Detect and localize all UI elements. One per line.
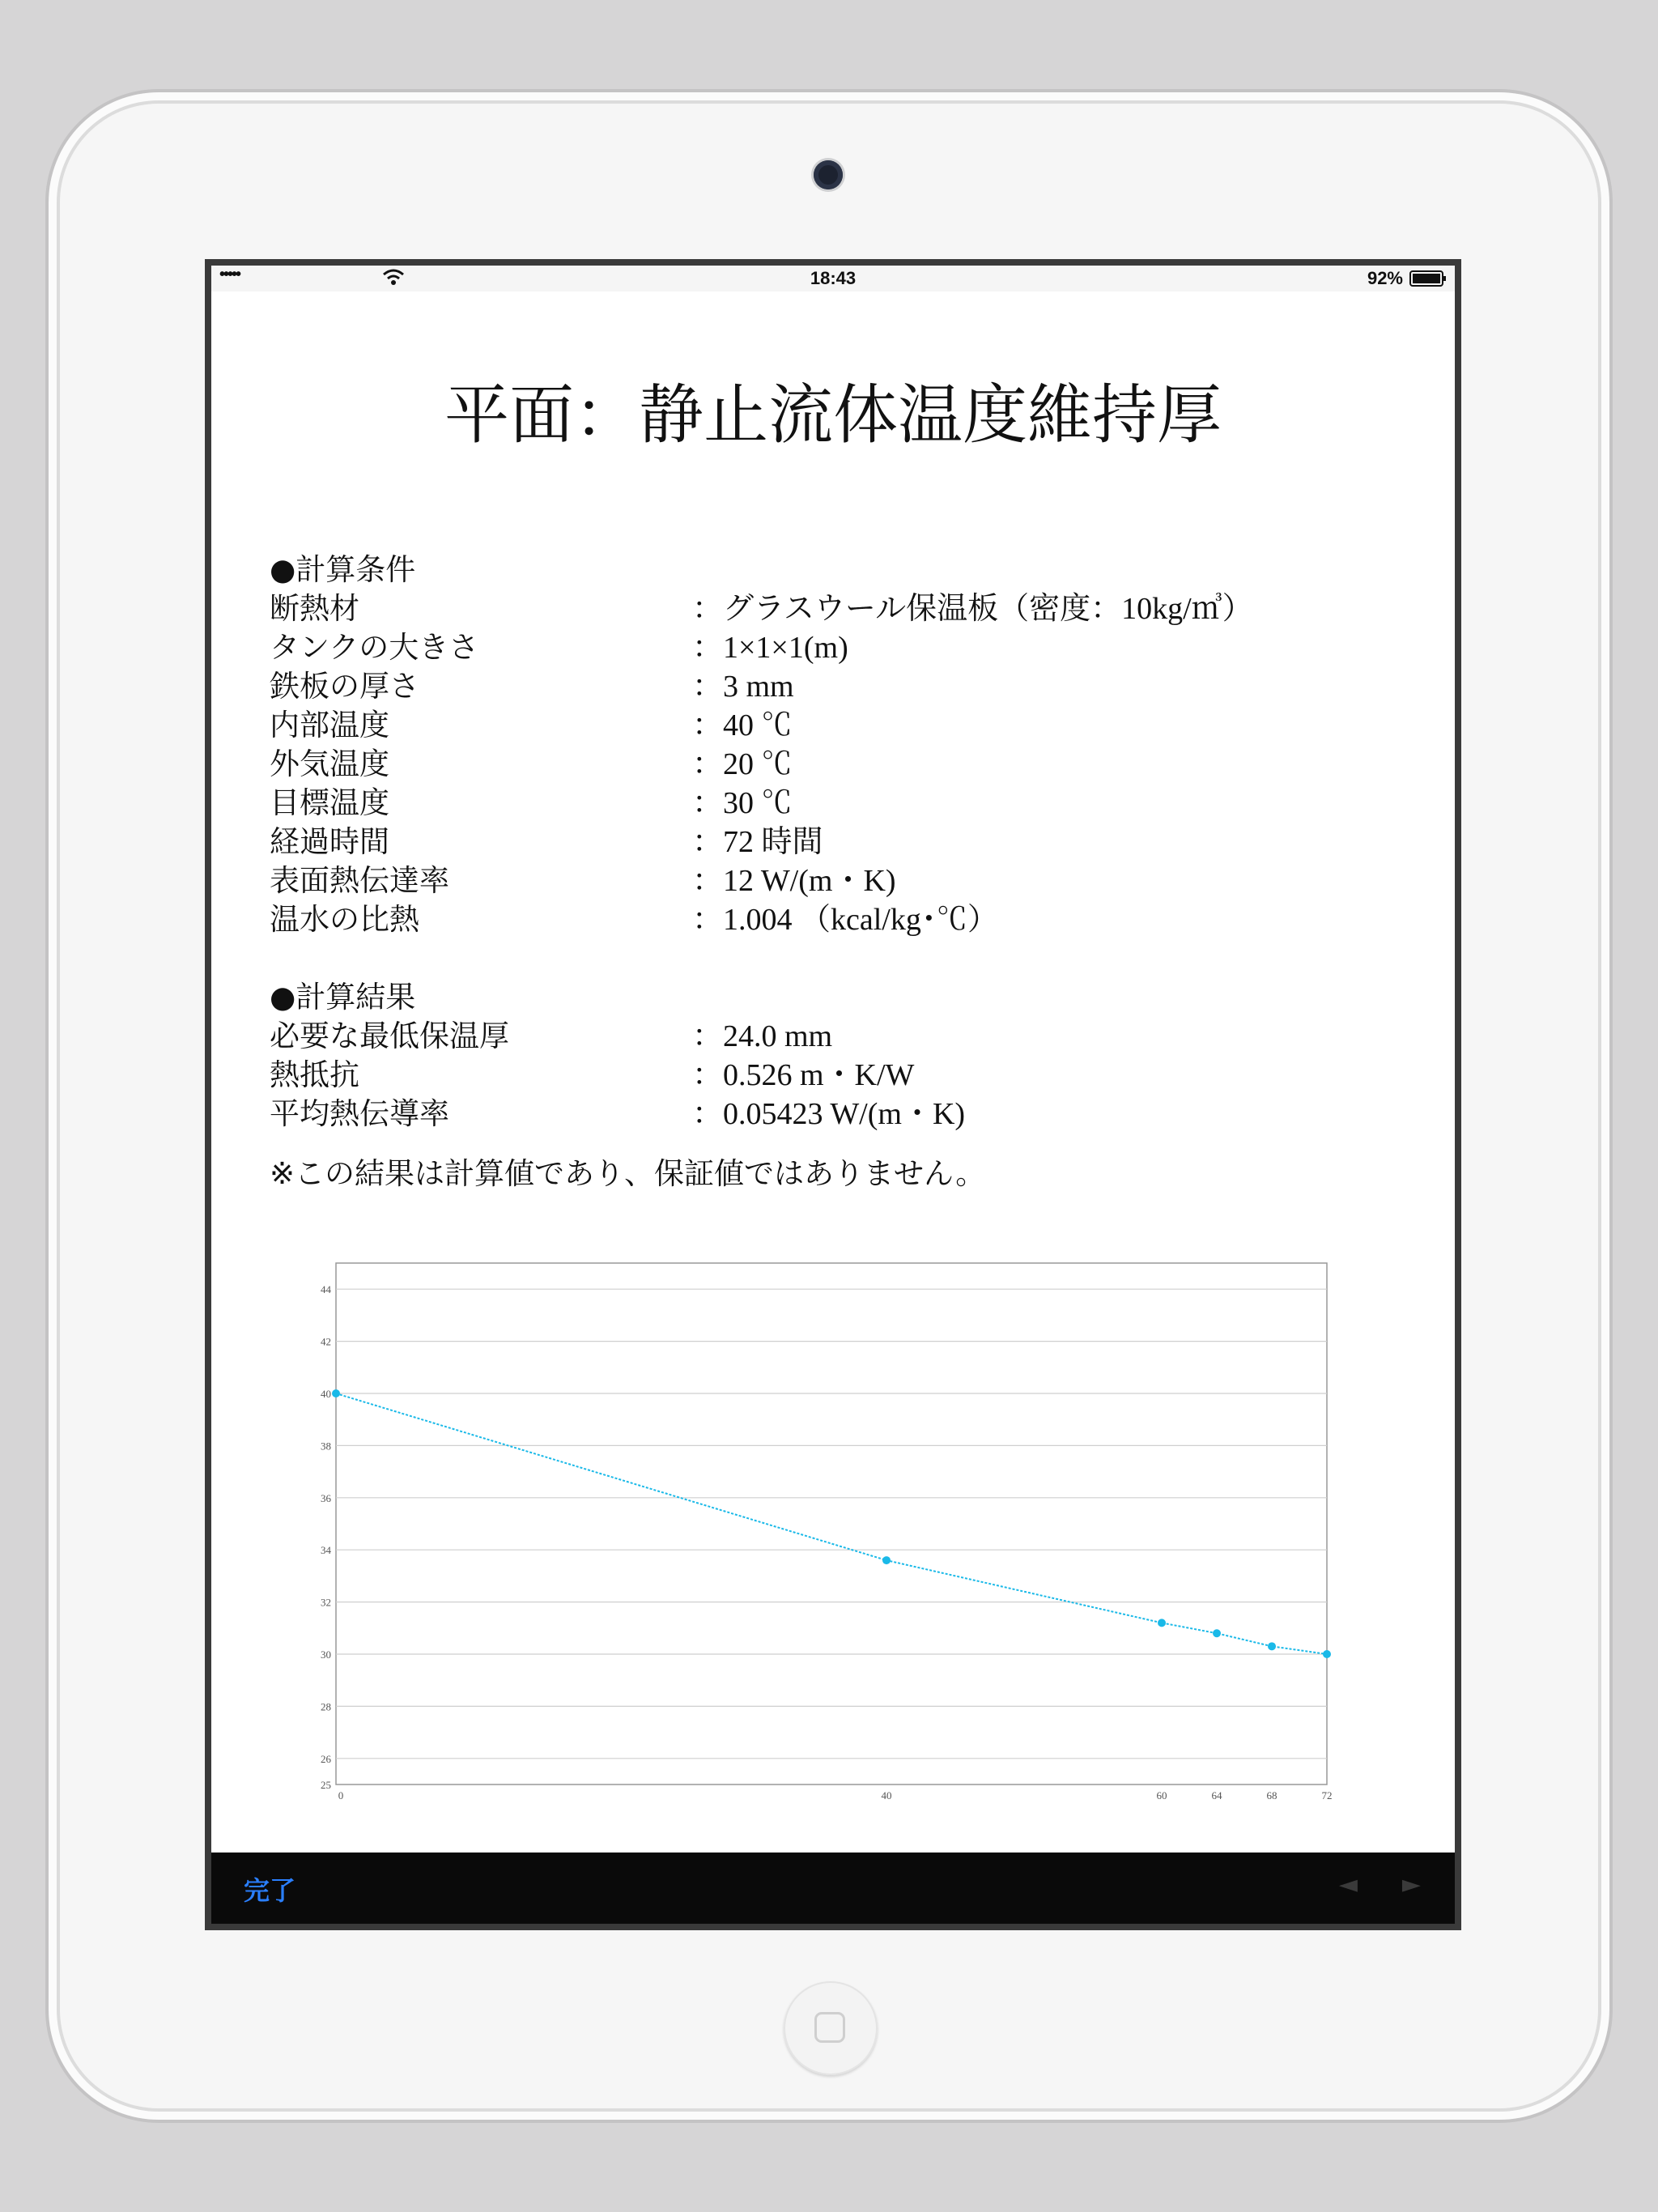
y-tick-label: 25 xyxy=(321,1779,331,1791)
results-row xyxy=(270,1095,1435,1134)
conditions-value: ：1×1×1(m) xyxy=(692,631,848,665)
conditions-row xyxy=(270,784,1435,823)
conditions-value: ：12 W/(m・K) xyxy=(692,864,896,898)
conditions-value: ：40 ℃ xyxy=(692,708,793,742)
conditions-value: ：30 ℃ xyxy=(692,786,793,820)
conditions-label: 経過時間 xyxy=(270,824,389,859)
y-tick-label: 34 xyxy=(321,1544,331,1557)
conditions-header: ●計算条件 xyxy=(270,552,416,587)
page-title: 平面：静止流体温度維持厚 xyxy=(444,377,1222,453)
y-tick-label: 30 xyxy=(321,1648,331,1661)
series-line xyxy=(336,1393,1327,1654)
conditions-label: 鉄板の厚さ xyxy=(270,669,419,704)
conditions-row xyxy=(270,861,1435,900)
results-label: 必要な最低保温厚 xyxy=(270,1019,509,1053)
results-value: ：0.526 m・K/W xyxy=(692,1058,915,1092)
conditions-row xyxy=(270,628,1435,667)
y-tick-label: 28 xyxy=(321,1700,331,1713)
conditions-value: ：72 時間 xyxy=(692,825,823,859)
status-bar xyxy=(211,266,1455,291)
camera-icon xyxy=(814,160,843,189)
battery-icon xyxy=(1409,270,1447,287)
results-header: ●計算結果 xyxy=(270,980,416,1015)
conditions-label: 表面熱伝達率 xyxy=(270,863,449,898)
next-arrow-icon[interactable]: ► xyxy=(1401,1870,1421,1899)
results-label: 平均熱伝導率 xyxy=(270,1096,449,1131)
conditions-row xyxy=(270,706,1435,745)
results-list xyxy=(270,1017,1435,1134)
results-value: ：24.0 mm xyxy=(692,1019,833,1053)
results-row xyxy=(270,1056,1435,1095)
conditions-row xyxy=(270,823,1435,861)
data-point xyxy=(882,1556,891,1564)
done-button[interactable]: 完了 xyxy=(244,1875,296,1906)
conditions-row xyxy=(270,900,1435,939)
x-tick-label: 60 xyxy=(1156,1789,1167,1802)
data-point xyxy=(332,1389,340,1397)
temperature-line-chart xyxy=(302,1255,1379,1814)
conditions-value: ：1.004 （kcal/kg･℃） xyxy=(692,903,998,937)
y-tick-label: 44 xyxy=(321,1283,331,1296)
conditions-row xyxy=(270,667,1435,706)
x-tick-label: 40 xyxy=(881,1789,892,1802)
conditions-value: ：グラスウール保温板（密度：10kg/㎥） xyxy=(692,592,1253,626)
x-tick-label: 68 xyxy=(1266,1789,1278,1802)
conditions-value: ：20 ℃ xyxy=(692,747,793,781)
conditions-label: 断熱材 xyxy=(270,591,359,626)
conditions-label: タンクの大きさ xyxy=(270,630,479,665)
conditions-row xyxy=(270,745,1435,784)
x-tick-label: 72 xyxy=(1321,1789,1333,1802)
x-tick-label: 0 xyxy=(338,1789,344,1802)
conditions-row xyxy=(270,589,1435,628)
data-point xyxy=(1213,1629,1221,1637)
data-point xyxy=(1268,1642,1276,1650)
data-point xyxy=(1158,1619,1166,1627)
screen xyxy=(205,259,1461,1930)
conditions-label: 外気温度 xyxy=(270,747,389,781)
home-square-icon xyxy=(814,2012,845,2043)
conditions-list xyxy=(270,589,1435,939)
x-tick-label: 64 xyxy=(1211,1789,1222,1802)
signal-strength: ••••• xyxy=(219,266,240,283)
conditions-label: 内部温度 xyxy=(270,708,389,742)
y-tick-label: 42 xyxy=(321,1335,331,1348)
data-point xyxy=(1323,1650,1331,1658)
y-tick-label: 36 xyxy=(321,1491,331,1504)
conditions-label: 目標温度 xyxy=(270,785,389,820)
report-content xyxy=(270,551,1435,1193)
home-button[interactable] xyxy=(784,1981,878,2075)
battery-percent: 92% xyxy=(1367,268,1403,288)
bottom-toolbar xyxy=(211,1853,1455,1925)
conditions-label: 温水の比熱 xyxy=(270,902,419,937)
y-tick-label: 40 xyxy=(321,1388,331,1400)
results-row xyxy=(270,1017,1435,1056)
y-tick-label: 26 xyxy=(321,1752,331,1765)
results-label: 熱抵抗 xyxy=(270,1057,359,1092)
status-time: 18:43 xyxy=(810,268,857,288)
y-tick-label: 38 xyxy=(321,1440,331,1453)
prev-arrow-icon[interactable]: ◄ xyxy=(1338,1870,1358,1899)
disclaimer-note: ※この結果は計算値であり、保証値ではありません。 xyxy=(270,1156,986,1191)
conditions-value: ：3 mm xyxy=(692,670,794,704)
y-tick-label: 32 xyxy=(321,1596,331,1609)
results-value: ：0.05423 W/(m・K) xyxy=(692,1097,966,1131)
